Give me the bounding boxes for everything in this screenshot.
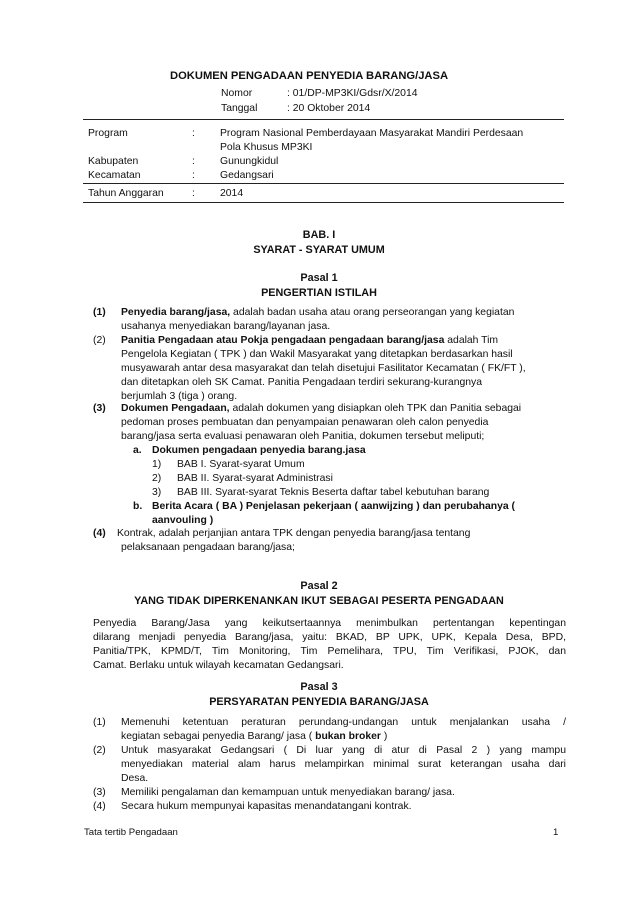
p3-item2-line3: Desa. (121, 773, 149, 784)
nomor-value: : 01/DP-MP3KI/Gdsr/X/2014 (287, 88, 418, 99)
pasal2-paragraph-line4: Camat. Berlaku untuk wilayah kecamatan Gedangsari. (93, 660, 344, 671)
item2-line2: Pengelola Kegiatan ( TPK ) dan Wakil Masyarakat yang ditetapkan berdasarkan hasil (121, 349, 513, 360)
item3-line3: barang/jasa serta evaluasi penawaran oleh Panitia, dokumen tersebut meliputi; (121, 431, 485, 442)
item4-text: Kontrak, adalah perjanjian antara TPK dengan penyedia barang/jasa tentang (117, 528, 471, 539)
item4-number: (4) (93, 528, 106, 539)
pasal2-paragraph-line2: dilarang menjadi penyedia Barang/jasa, yaitu: BKAD, BP UPK, UPK, Kepala Desa, BPD, (93, 632, 566, 643)
item4-line2: pelaksanaan pengadaan barang/jasa; (121, 542, 295, 553)
pasal2-title: YANG TIDAK DIPERKENANKAN IKUT SEBAGAI PESERTA PENGADAAN (134, 595, 504, 607)
sub-b-letter: b. (133, 501, 143, 512)
tahun-colon: : (192, 188, 195, 199)
kecamatan-colon: : (192, 170, 195, 181)
item2-line4: dan ditetapkan oleh SK Camat. Panitia Pengadaan terdiri sekurang-kurangnya (121, 377, 483, 388)
program-value-2: Pola Khusus MP3KI (220, 142, 313, 153)
bab-number: BAB. I (302, 229, 336, 241)
item3-text (121, 403, 521, 414)
sub-a2-text: BAB II. Syarat-syarat Administrasi (177, 473, 333, 484)
p3-item1-line1: Memenuhi ketentuan peraturan perundang-undangan untuk menjalankan usaha / (121, 717, 566, 728)
p3-item2-number: (2) (93, 745, 106, 756)
sub-a-text: Dokumen pengadaan penyedia barang.jasa (152, 445, 366, 456)
item2-number: (2) (93, 335, 106, 346)
p3-item2-line2: menyediakan material alam harus melampirkan minimal surat keterangan usaha dari (121, 759, 566, 770)
kecamatan-label: Kecamatan (88, 170, 141, 181)
pasal1-title: PENGERTIAN ISTILAH (261, 287, 377, 299)
sub-a1-text: BAB I. Syarat-syarat Umum (177, 459, 305, 470)
item2-definition: adalah Tim (444, 335, 499, 346)
item3-number: (3) (93, 403, 106, 414)
pasal3-number: Pasal 3 (300, 681, 338, 693)
item1-line2: usahanya menyediakan barang/layanan jasa. (121, 321, 331, 332)
item2-line3: musyawarah antar desa masyarakat dan telah disetujui Fasilitator Kecamatan ( FK/FT ), (121, 363, 526, 374)
kabupaten-label: Kabupaten (88, 156, 139, 167)
page-number: 1 (553, 827, 559, 838)
document-title: DOKUMEN PENGADAAN PENYEDIA BARANG/JASA (170, 70, 449, 82)
kabupaten-value: Gunungkidul (220, 156, 279, 167)
rule-bottom (83, 202, 564, 203)
p3-item1-line2 (121, 731, 387, 742)
p3-item3-number: (3) (93, 787, 106, 798)
bab-title: SYARAT - SYARAT UMUM (253, 244, 385, 256)
p3-item2-line1: Untuk masyarakat Gedangsari ( Di luar yang di atur di Pasal 2 ) yang mampu (121, 745, 566, 756)
item3-definition: adalah dokumen yang disiapkan oleh TPK dan Panitia sebagai (229, 403, 522, 414)
item2-term: Panitia Pengadaan atau Pokja pengadaan pengadaan barang/jasa (121, 335, 445, 346)
sub-a2-number: 2) (152, 473, 162, 484)
p3-item4-line1: Secara hukum mempunyai kapasitas menandatangani kontrak. (121, 801, 412, 812)
sub-b-text: Berita Acara ( BA ) Penjelasan pekerjaan ( aanwijzing ) dan perubahanya ( (152, 501, 516, 512)
p3-item4-number: (4) (93, 801, 106, 812)
p3-item1-line2-start: kegiatan sebagai penyedia Barang/ jasa ( (121, 731, 316, 742)
sub-a1-number: 1) (152, 459, 162, 470)
tanggal-label: Tanggal (221, 103, 258, 114)
sub-a-letter: a. (133, 445, 142, 456)
p3-item1-line2-end: ) (380, 731, 388, 742)
kabupaten-colon: : (192, 156, 195, 167)
item2-text (121, 335, 498, 346)
p3-item1-bukan-broker: bukan broker (315, 731, 381, 742)
pasal3-title: PERSYARATAN PENYEDIA BARANG/JASA (209, 696, 429, 708)
rule-top (83, 119, 564, 120)
nomor-label: Nomor (221, 88, 253, 99)
p3-item3-line1: Memiliki pengalaman dan kemampuan untuk menyediakan barang/ jasa. (121, 787, 455, 798)
program-label: Program (88, 128, 128, 139)
sub-a3-number: 3) (152, 487, 162, 498)
pasal1-number: Pasal 1 (300, 272, 338, 284)
item3-line2: pedoman proses pembuatan dan penyampaian penawaran oleh calon penyedia (121, 417, 489, 428)
item2-line5: berjumlah 3 (tiga ) orang. (121, 391, 238, 402)
item1-number: (1) (93, 307, 106, 318)
item1-term: Penyedia barang/jasa, (121, 307, 231, 318)
item1-text (121, 307, 514, 318)
program-colon: : (192, 128, 195, 139)
rule-middle (83, 183, 564, 184)
sub-a3-text: BAB III. Syarat-syarat Teknis Beserta daftar tabel kebutuhan barang (177, 487, 490, 498)
item3-term: Dokumen Pengadaan, (121, 403, 230, 414)
footer-label: Tata tertib Pengadaan (84, 827, 178, 838)
sub-b-line2: aanvouling ) (152, 515, 214, 526)
kecamatan-value: Gedangsari (220, 170, 274, 181)
tahun-label: Tahun Anggaran (88, 188, 164, 199)
program-value: Program Nasional Pemberdayaan Masyarakat Mandiri Perdesaan (220, 128, 524, 139)
tahun-value: 2014 (220, 188, 244, 199)
tanggal-value: : 20 Oktober 2014 (287, 103, 371, 114)
item1-definition: adalah badan usaha atau orang perseorangan yang kegiatan (230, 307, 515, 318)
pasal2-paragraph-line1: Penyedia Barang/Jasa yang keikutsertaannya menimbulkan pertentangan kepentingan (93, 618, 566, 629)
pasal2-paragraph-line3: Panitia/TPK, KPMD/T, Tim Monitoring, Tim Pemelihara, TPU, Tim Verifikasi, PJOK, dan (93, 646, 566, 657)
p3-item1-number: (1) (93, 717, 106, 728)
pasal2-number: Pasal 2 (300, 580, 338, 592)
